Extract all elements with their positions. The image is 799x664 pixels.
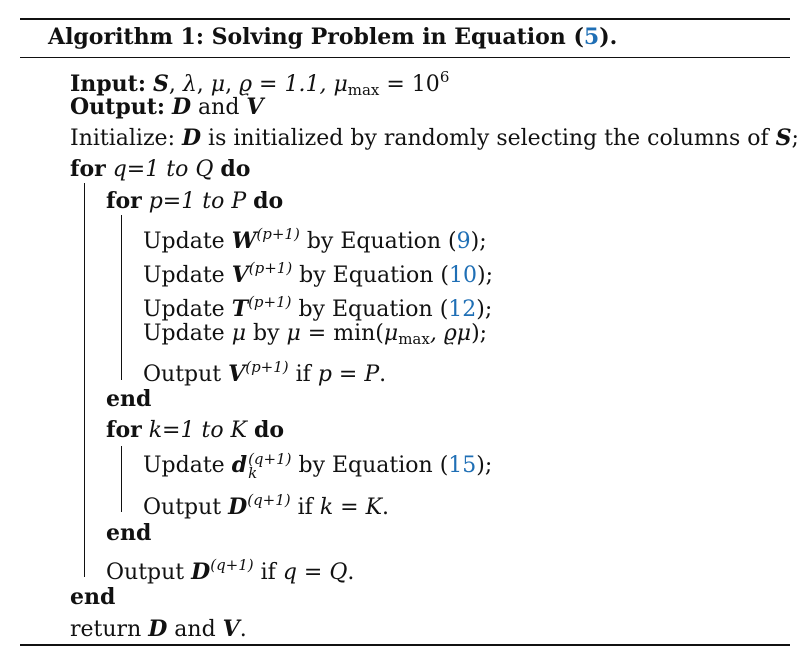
- output-v-line: Output $V^{(p+1)}$ if p = P.: [143, 358, 387, 387]
- return-line: return D and V.: [70, 616, 247, 642]
- update-t-line: Update $T^{(p+1)}$ by Equation (12);: [143, 293, 493, 322]
- equation-ref-link[interactable]: 12: [448, 297, 477, 322]
- output-line: Output: D and V: [70, 94, 264, 120]
- equation-ref-link[interactable]: 5: [583, 24, 600, 50]
- for-q-block-bar: [84, 183, 85, 577]
- update-mu-line: Update μ by $\mu = \min(\mu_{max}$, ϱμ);: [143, 321, 488, 348]
- end-for-k: end: [106, 520, 152, 546]
- initialize-line: Initialize: D is initialized by randomly selecting the columns of S;: [70, 125, 799, 151]
- update-d-line: Update d (q+1) k by Equation (15);: [143, 450, 493, 482]
- update-w-line: Update $W^{(p+1)}$ by Equation (9);: [143, 225, 487, 254]
- for-q-line: for q=1 to Q do: [70, 156, 251, 182]
- algorithm-title: Algorithm 1: Solving Problem in Equation (5).: [48, 24, 618, 50]
- equation-ref-link[interactable]: 10: [448, 263, 477, 288]
- input-line: Input: S, λ, μ, ϱ = 1.1, $\mu_{max} = 10^6$: [70, 68, 450, 99]
- end-for-p: end: [106, 386, 152, 412]
- for-k-block-bar: [121, 446, 122, 512]
- update-v-line: Update $V^{(p+1)}$ by Equation (10);: [143, 259, 493, 288]
- for-k-line: for k=1 to K do: [106, 417, 285, 443]
- for-p-line: for p=1 to P do: [106, 188, 284, 214]
- output-d-outer-line: Output $D^{(q+1)}$ if q = Q.: [106, 556, 355, 585]
- top-rule: [20, 18, 790, 20]
- end-for-q: end: [70, 584, 116, 610]
- equation-ref-link[interactable]: 9: [456, 229, 471, 254]
- for-p-block-bar: [121, 215, 122, 380]
- output-d-inner-line: Output $D^{(q+1)}$ if k = K.: [143, 491, 389, 520]
- header-rule: [20, 57, 790, 58]
- equation-ref-link[interactable]: 15: [448, 453, 477, 478]
